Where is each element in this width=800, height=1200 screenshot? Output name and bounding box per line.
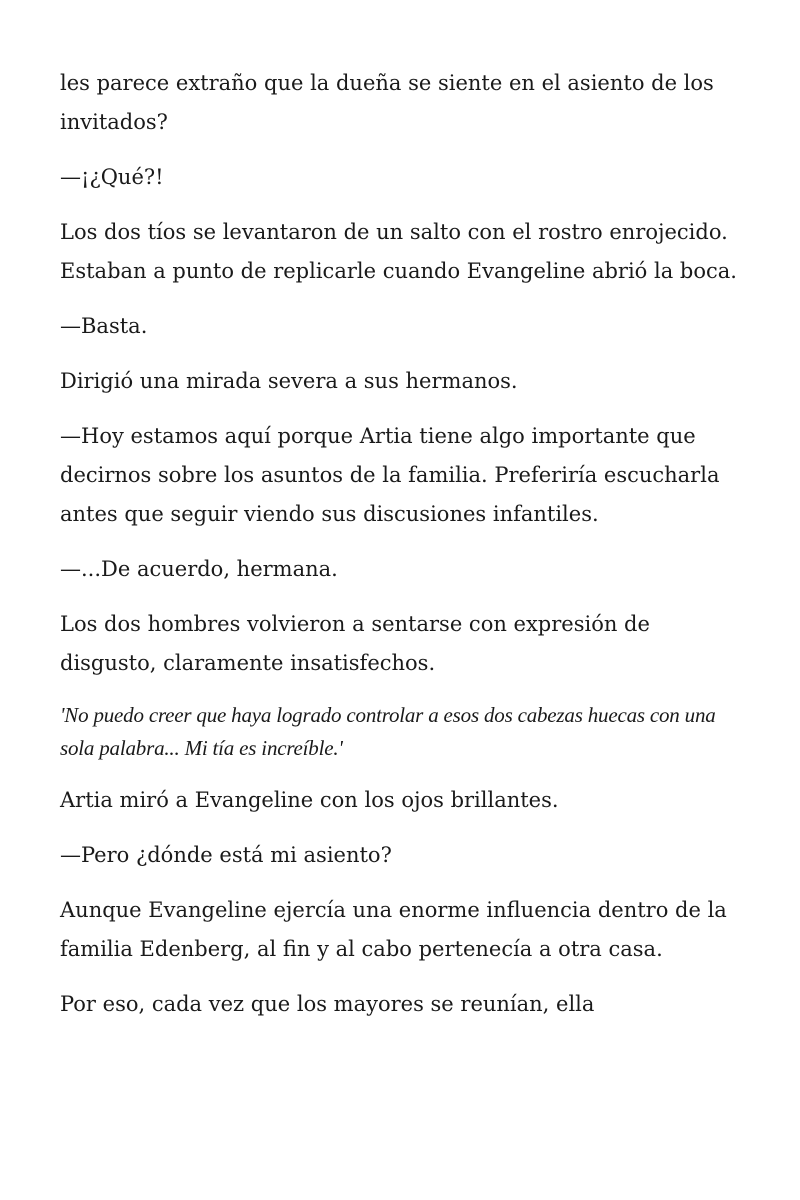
paragraph: Aunque Evangeline ejercía una enorme influencia dentro de la familia Edenberg, al fin y al cabo pertenecía a otra casa. <box>60 898 727 961</box>
paragraph: Dirigió una mirada severa a sus hermanos. <box>60 369 518 393</box>
paragraph: —¡¿Qué?! <box>60 165 164 189</box>
paragraph: —...De acuerdo, hermana. <box>60 557 338 581</box>
paragraph: —Basta. <box>60 314 148 338</box>
inner-thought-paragraph: 'No puedo creer que haya logrado controlar a esos dos cabezas huecas con una sola palabra... Mi tía es increíble.' <box>60 703 716 760</box>
paragraph: Por eso, cada vez que los mayores se reunían, ella <box>60 992 595 1016</box>
paragraph: les parece extraño que la dueña se siente en el asiento de los invitados? <box>60 71 714 134</box>
paragraph: —Hoy estamos aquí porque Artia tiene algo importante que decirnos sobre los asuntos de la familia. Preferiría escucharla antes que seguir viendo sus discusiones infantiles. <box>60 424 720 526</box>
paragraph: Los dos tíos se levantaron de un salto con el rostro enrojecido. Estaban a punto de replicarle cuando Evangeline abrió la boca. <box>60 220 737 283</box>
page-content <box>60 64 750 1040</box>
paragraph: —Pero ¿dónde está mi asiento? <box>60 843 392 867</box>
paragraph: Artia miró a Evangeline con los ojos brillantes. <box>60 788 559 812</box>
paragraph: Los dos hombres volvieron a sentarse con expresión de disgusto, claramente insatisfechos. <box>60 612 650 675</box>
